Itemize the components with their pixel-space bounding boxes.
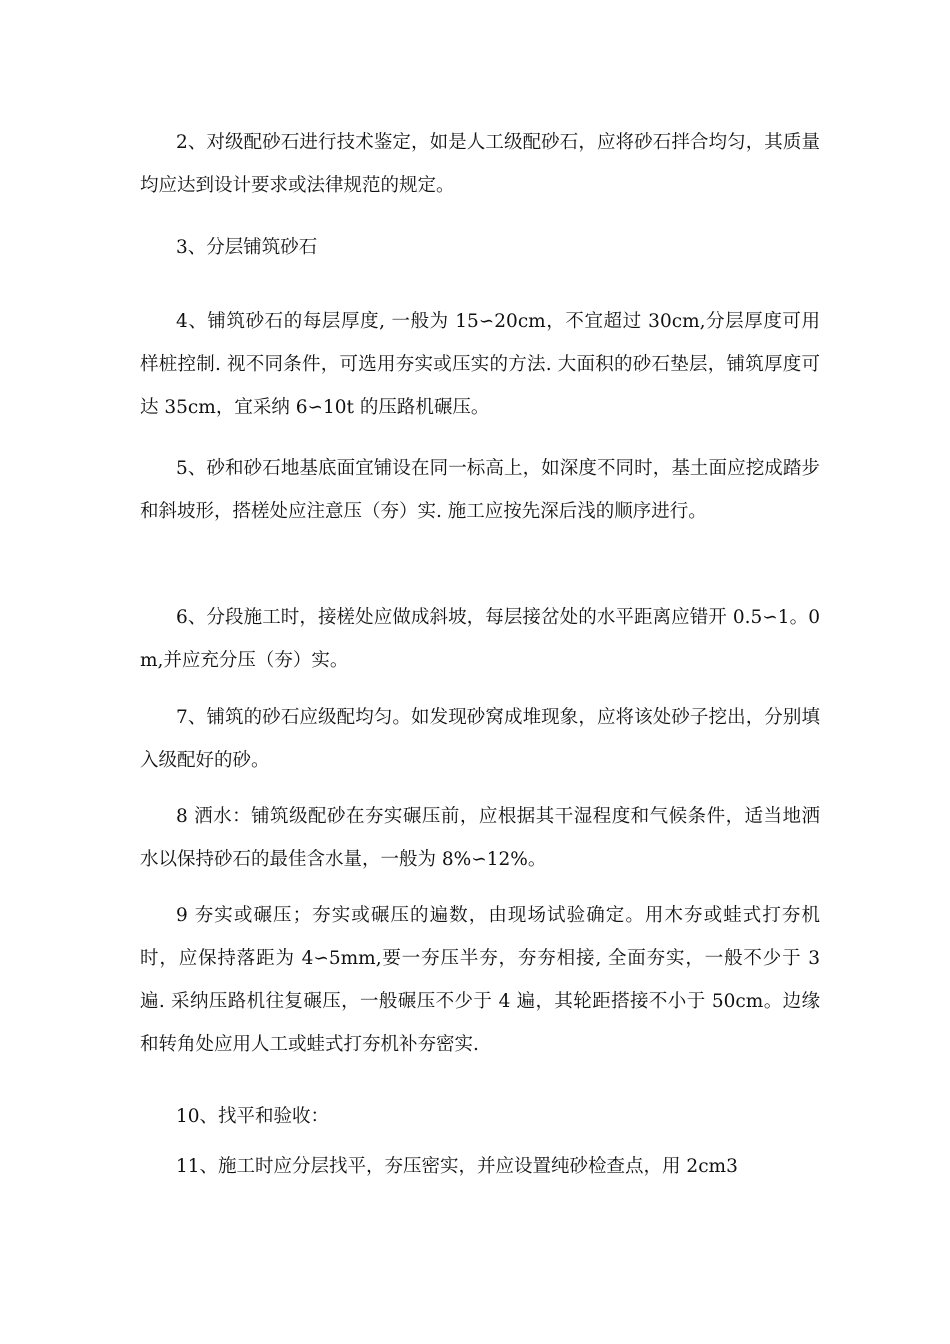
paragraph-11: 11、施工时应分层找平，夯压密实，并应设置纯砂检查点，用 2cm3 (176, 1156, 738, 1177)
paragraph-6: 6、分段施工时，接槎处应做成斜坡，每层接岔处的水平距离应错开 0.5∽1。0m,并应充分压（夯）实。 (140, 607, 820, 671)
paragraph-7: 7、铺筑的砂石应级配均匀。如发现砂窝成堆现象，应将该处砂子挖出，分别填入级配好的砂。 (140, 707, 820, 771)
paragraph-2: 2、对级配砂石进行技术鉴定，如是人工级配砂石，应将砂石拌合均匀，其质量均应达到设计要求或法律规范的规定。 (140, 132, 820, 196)
paragraph-3: 3、分层铺筑砂石 (176, 237, 318, 258)
paragraph-10: 10、找平和验收： (176, 1106, 330, 1127)
paragraph-5: 5、砂和砂石地基底面宜铺设在同一标高上，如深度不同时，基土面应挖成踏步和斜坡形，搭槎处应注意压（夯）实. 施工应按先深后浅的顺序进行。 (140, 458, 820, 522)
paragraph-4: 4、铺筑砂石的每层厚度, 一般为 15∽20cm，不宜超过 30cm,分层厚度可用样桩控制. 视不同条件，可选用夯实或压实的方法. 大面积的砂石垫层，铺筑厚度可达 35cm，宜采纳 6∽10t 的压路机碾压。 (140, 311, 820, 418)
paragraph-8: 8 洒水：铺筑级配砂在夯实碾压前，应根据其干湿程度和气候条件，适当地洒水以保持砂石的最佳含水量，一般为 8%∽12%。 (140, 806, 820, 870)
paragraph-9: 9 夯实或碾压；夯实或碾压的遍数，由现场试验确定。用木夯或蛙式打夯机时，应保持落距为 4∽5mm,要一夯压半夯，夯夯相接, 全面夯实，一般不少于 3 遍. 采纳压路机往复碾压，一般碾压不少于 4 遍，其轮距搭接不小于 50cm。边缘和转角处应用人工或蛙式打夯机补夯密实. (140, 905, 820, 1055)
